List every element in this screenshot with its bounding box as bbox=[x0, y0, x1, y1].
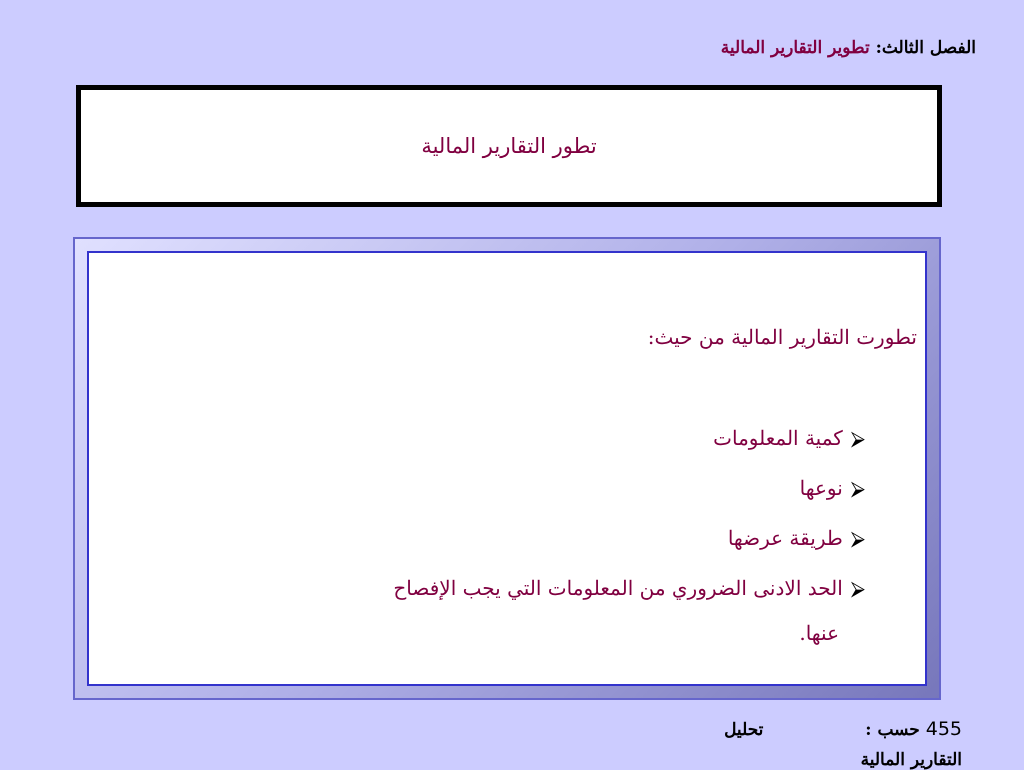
page-number: 455 bbox=[925, 718, 962, 740]
footer bbox=[724, 718, 962, 740]
content-panel bbox=[87, 251, 927, 686]
checkmark-arrow-icon: ⮚ bbox=[850, 426, 865, 450]
checkmark-arrow-icon: ⮚ bbox=[850, 576, 865, 600]
list-item bbox=[393, 463, 865, 513]
course-word: تحليل bbox=[724, 720, 764, 740]
footer-line-2: التقارير المالية bbox=[860, 750, 962, 770]
bullet-text: نوعها bbox=[799, 476, 843, 500]
chapter-topic: تطوير التقارير المالية bbox=[720, 38, 870, 58]
bullet-text: طريقة عرضها bbox=[727, 526, 843, 550]
chapter-label: الفصل الثالث: bbox=[875, 38, 976, 58]
slide-title: تطور التقارير المالية bbox=[421, 134, 597, 158]
title-box bbox=[76, 85, 942, 207]
checkmark-arrow-icon: ⮚ bbox=[850, 526, 865, 550]
bullet-text: الحد الادنى الضروري من المعلومات التي يجب الإفصاح bbox=[393, 576, 843, 600]
bullet-continuation: عنها. bbox=[799, 621, 839, 645]
list-item bbox=[393, 513, 865, 563]
list-item bbox=[393, 413, 865, 463]
checkmark-arrow-icon: ⮚ bbox=[850, 476, 865, 500]
intro-text: تطورت التقارير المالية من حيث: bbox=[647, 325, 917, 349]
bullet-text: كمية المعلومات bbox=[713, 426, 843, 450]
list-item bbox=[393, 563, 865, 613]
course-label: حسب : bbox=[865, 720, 920, 740]
content-frame bbox=[73, 237, 941, 700]
bullet-list bbox=[393, 413, 865, 613]
chapter-header bbox=[721, 38, 976, 58]
